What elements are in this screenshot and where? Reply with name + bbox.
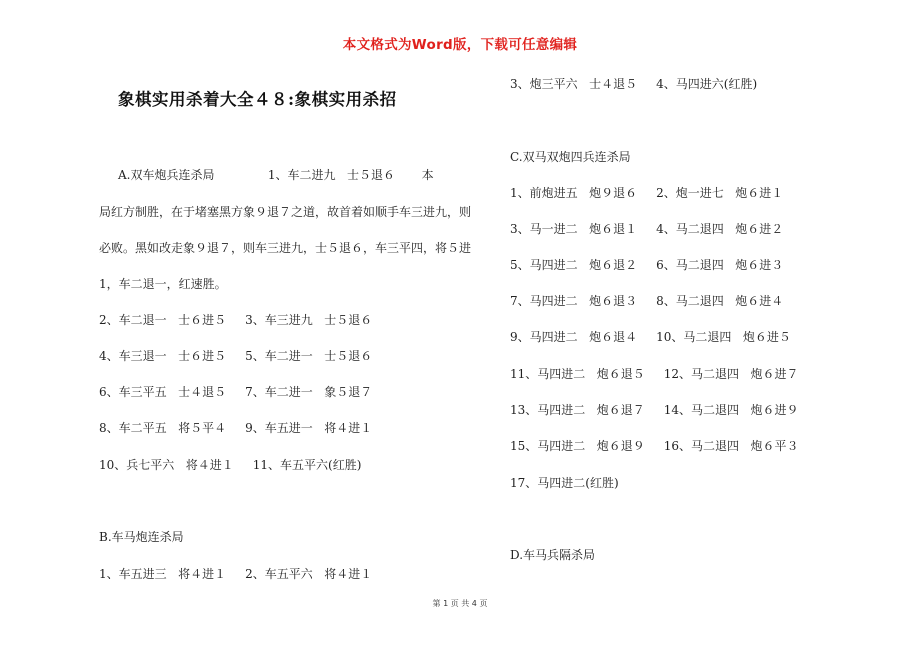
move-line: 11、马四进二 炮６退５ 12、马二退四 炮６进７ <box>510 367 799 381</box>
section-d-heading: D.车马兵隔杀局 <box>510 548 596 562</box>
move-line: 3、马一进二 炮６退１ 4、马二退四 炮６进２ <box>510 222 784 236</box>
move-line: 7、马四进二 炮６退３ 8、马二退四 炮６进４ <box>510 294 784 308</box>
move-line: 5、马四进二 炮６退２ 6、马二退四 炮６进３ <box>510 258 784 272</box>
move-line: 3、炮三平六 士４退５ 4、马四进六(红胜) <box>510 77 758 91</box>
body-text-line: 局红方制胜，在于堵塞黑方象９退７之道，故首着如顺手车三进九，则 <box>99 205 472 219</box>
move-line: 9、马四进二 炮６退４ 10、马二退四 炮６进５ <box>510 330 791 344</box>
section-a-heading-line: A.双车炮兵连杀局 1、车二进九 士５退６ 本 <box>118 168 434 182</box>
move-line: 15、马四进二 炮６退９ 16、马二退四 炮６平３ <box>510 439 799 453</box>
move-line: 1、车五进三 将４进１ 2、车五平六 将４进１ <box>99 567 373 581</box>
move-line: 8、车二平五 将５平４ 9、车五进一 将４进１ <box>99 421 373 435</box>
move-line: 1、前炮进五 炮９退６ 2、炮一进七 炮６进１ <box>510 186 784 200</box>
body-text-line: 必败。黑如改走象９退７，则车三进九，士５退６，车三平四，将５进 <box>99 241 472 255</box>
move-line: 13、马四进二 炮６退７ 14、马二退四 炮６进９ <box>510 403 799 417</box>
move-line: 6、车三平五 士４退５ 7、车二进一 象５退７ <box>99 385 373 399</box>
section-c-heading: C.双马双炮四兵连杀局 <box>510 150 631 164</box>
section-b-heading: B.车马炮连杀局 <box>99 530 184 544</box>
body-text-line: 1，车二退一，红速胜。 <box>99 277 227 291</box>
move-line: 17、马四进二(红胜) <box>510 476 619 490</box>
move-line: 10、兵七平六 将４进１ 11、车五平六(红胜) <box>99 458 362 472</box>
download-banner: 本文格式为Word版，下载可任意编辑 <box>342 37 578 53</box>
document-title: 象棋实用杀着大全４８:象棋实用杀招 <box>118 90 397 109</box>
move-line: 2、车二退一 士６进５ 3、车三进九 士５退６ <box>99 313 373 327</box>
page-footer: 第 1 页 共 4 页 <box>432 599 488 608</box>
move-line: 4、车三退一 士６进５ 5、车二进一 士５退６ <box>99 349 373 363</box>
